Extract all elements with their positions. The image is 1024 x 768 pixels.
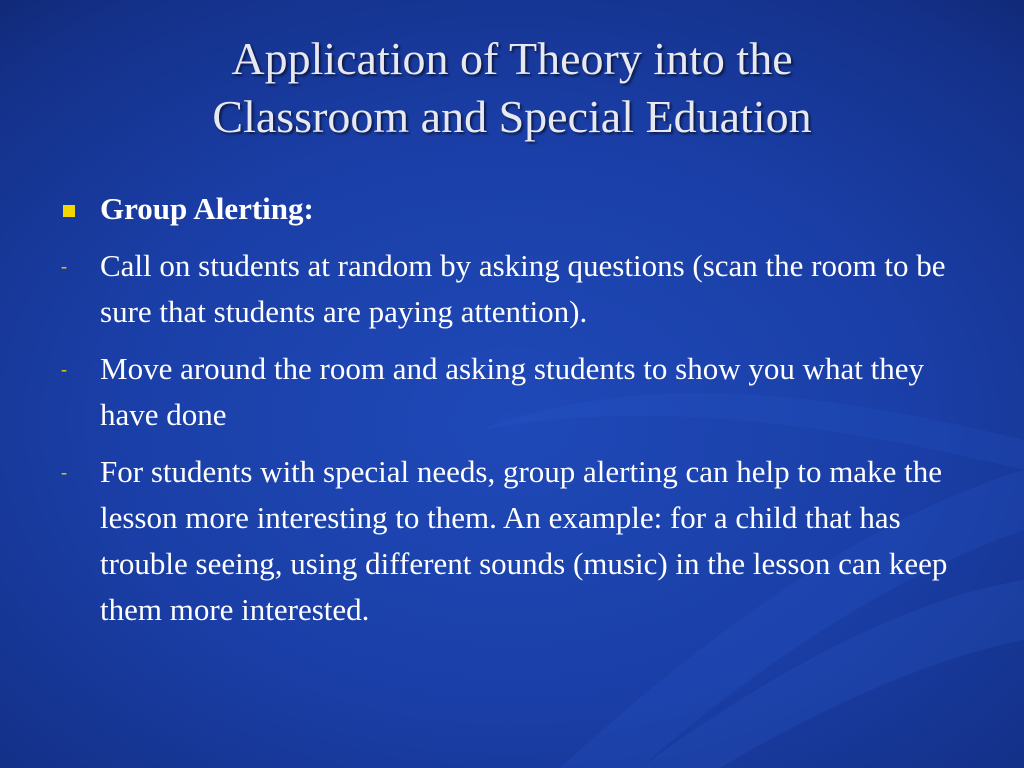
list-item [58, 449, 978, 633]
list-heading [58, 186, 978, 232]
title-line-2: Classroom and Special Eduation [212, 91, 812, 142]
dash-bullet-icon: - [61, 359, 67, 379]
list-item-text: For students with special needs, group alerting can help to make the lesson more interesting to them. An example: for a child that has trouble seeing, using different sounds (music) in the lesson can keep them more interested. [100, 454, 948, 627]
list-item [58, 243, 978, 335]
list-item-text: Call on students at random by asking questions (scan the room to be sure that students are paying attention). [100, 248, 946, 329]
list-item [58, 346, 978, 438]
title-line-1: Application of Theory into the [231, 33, 793, 84]
heading-text: Group Alerting: [100, 191, 314, 226]
slide-title [0, 30, 1024, 146]
dash-bullet-icon: - [61, 462, 67, 482]
list-item-text: Move around the room and asking students to show you what they have done [100, 351, 924, 432]
bullet-list [58, 186, 978, 644]
square-bullet-icon [63, 205, 75, 217]
dash-bullet-icon: - [61, 256, 67, 276]
